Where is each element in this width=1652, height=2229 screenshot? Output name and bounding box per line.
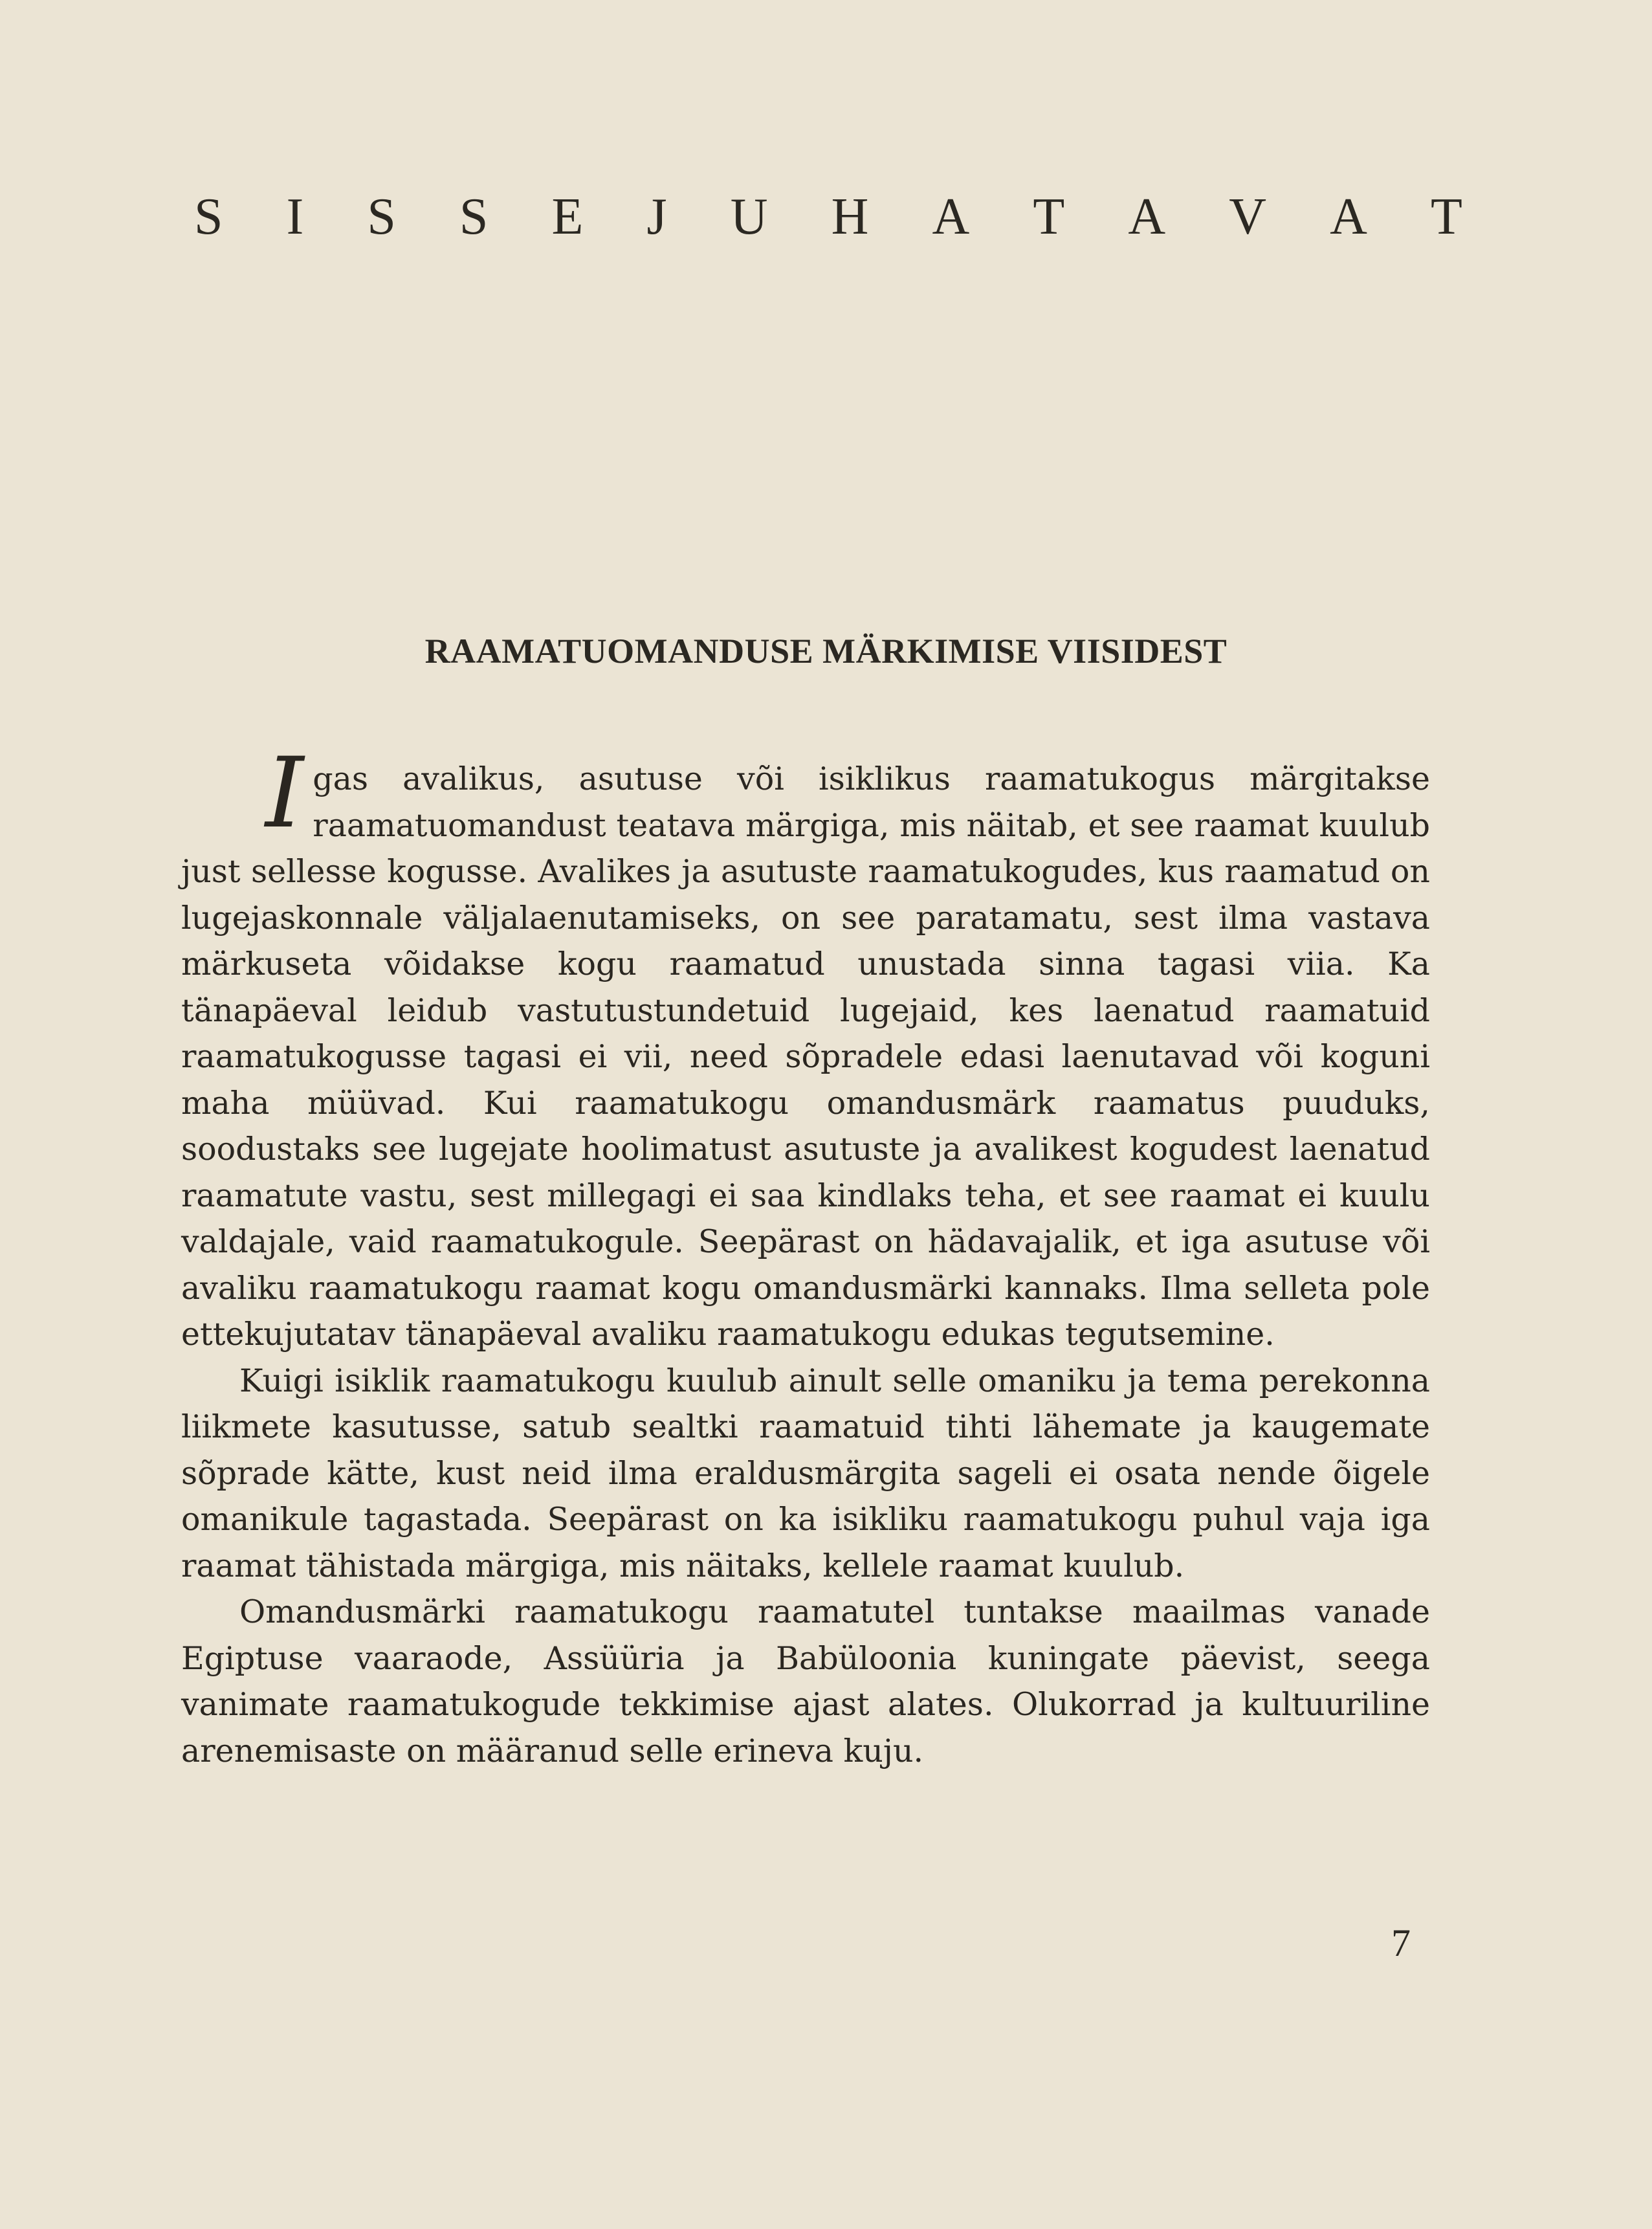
chapter-title-letter: A [932,188,970,245]
chapter-title-letter: A [1128,188,1166,245]
paragraph-1-text: gas avalikus, asutuse või isiklikus raamatukogus märgitakse raamatuomandust teatava märgiga, mis näitab, et see raamat kuulub just sellesse kogusse. Avalikes ja asutuste raamatukogudes, kus raamatud on lugejaskonnale väljalaenutamiseks, on see paratamatu, sest ilma vastava märkuseta võidakse kogu raamatud unustada sinna tagasi viia. Ka tänapäeval leidub vastutustundetuid lugejaid, kes laenatud raamatuid raamatukogusse tagasi ei vii, need sõpradele edasi laenutavad või koguni maha müüvad. Kui raamatukogu omandusmärk raamatus puuduks, soodustaks see lugejate hoolimatust asutuste ja avalikest kogudest laenatud raamatute vastu, sest millegagi ei saa kindlaks teha, et see raamat ei kuulu valdajale, vaid raamatukogule. Seepärast on hädavajalik, et iga asutuse või avaliku raamatukogu raamat kogu omandusmärki kannaks. Ilma selleta pole ettekujutatav tänapäeval avaliku raamatukogu edukas tegutsemine. [181,760,1430,1353]
chapter-title-letter: J [646,188,667,245]
chapter-title-letter: H [831,188,869,245]
chapter-title-letter: A [1330,188,1367,245]
chapter-title-letter: T [1033,188,1065,245]
chapter-title-letter: T [1430,188,1462,245]
chapter-title-letter: U [730,188,768,245]
chapter-title-letter: S [367,188,396,245]
chapter-title-letter: I [286,188,304,245]
chapter-title [194,188,1462,247]
drop-cap: I [265,737,304,850]
chapter-title-letter: S [459,188,489,245]
section-title: RAAMATUOMANDUSE MÄRKIMISE VIISIDEST [424,632,1228,671]
chapter-title-letter: S [194,188,223,245]
paragraph-1 [181,737,1430,1358]
page-number: 7 [1391,1922,1411,1964]
chapter-title-letter: E [551,188,584,245]
paragraph-3: Omandusmärki raamatukogu raamatutel tuntakse maailmas vanade Egiptuse vaaraode, Assüüria ja Babüloonia kuningate päevist, seega vanimate raamatukogude tekkimise ajast alates. Olukorrad ja kultuuriline arenemisaste on määranud selle erineva kuju. [181,1593,1430,1769]
paragraph-2: Kuigi isiklik raamatukogu kuulub ainult selle omaniku ja tema perekonna liikmete kasutusse, satub sealtki raamatuid tihti lähemate ja kaugemate sõprade kätte, kust neid ilma eraldusmärgita sageli ei osata nende õigele omanikule tagastada. Seepärast on ka isikliku raamatukogu puhul vaja iga raamat tähistada märgiga, mis näitaks, kellele raamat kuulub. [181,1362,1430,1584]
body-text [181,737,1430,1774]
chapter-title-letter: V [1229,188,1266,245]
